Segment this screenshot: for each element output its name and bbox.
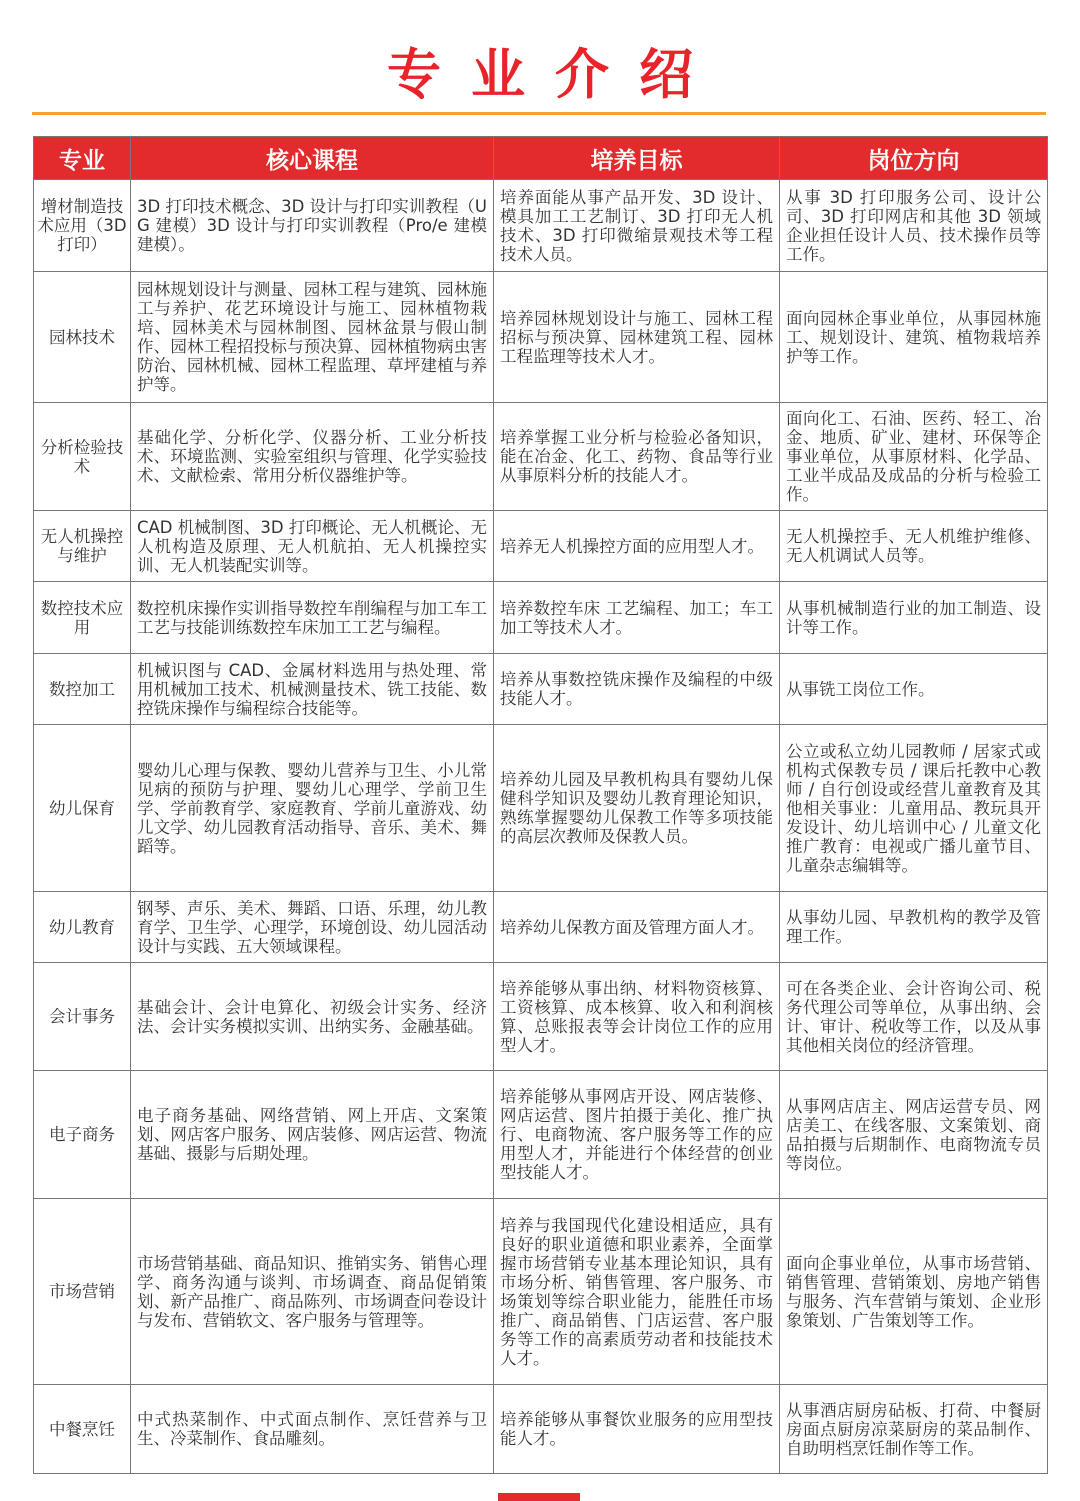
majors-table (33, 136, 1048, 1474)
major-name: 增材制造技术应用（3D打印） (34, 180, 131, 272)
career-direction: 公立或私立幼儿园教师 / 居家式或机构式保教专员 / 课后托教中心教师 / 自行创设或经营儿童教育及其他相关事业：儿童用品、教玩具开发设计、幼儿培训中心 / 儿童文化推广教育：电视或广播儿童节目、儿童杂志编辑等。 (780, 725, 1048, 892)
header-career-direction: 岗位方向 (780, 137, 1048, 180)
training-goal: 培养从事数控铣床操作及编程的中级技能人才。 (494, 654, 780, 725)
training-goal: 培养掌握工业分析与检验必备知识，能在冶金、化工、药物、食品等行业从事原料分析的技能人才。 (494, 403, 780, 511)
career-direction: 可在各类企业、会计咨询公司、税务代理公司等单位，从事出纳、会计、审计、税收等工作，以及从事其他相关岗位的经济管理。 (780, 963, 1048, 1071)
page-footer-tab (498, 1493, 580, 1501)
table-row (34, 272, 1048, 403)
table-row (34, 1385, 1048, 1474)
training-goal: 培养幼儿园及早教机构具有婴幼儿保健科学知识及婴幼儿教育理论知识，熟练掌握婴幼儿保教工作等多项技能的高层次教师及保教人员。 (494, 725, 780, 892)
core-courses: 基础会计、会计电算化、初级会计实务、经济法、会计实务模拟实训、出纳实务、金融基础。 (131, 963, 494, 1071)
core-courses: 3D 打印技术概念、3D 设计与打印实训教程（UG 建模）3D 设计与打印实训教程（Pro/e 建模建模）。 (131, 180, 494, 272)
header-major: 专业 (34, 137, 131, 180)
training-goal: 培养无人机操控方面的应用型人才。 (494, 511, 780, 582)
header-core-courses: 核心课程 (131, 137, 494, 180)
training-goal: 培养能够从事餐饮业服务的应用型技能人才。 (494, 1385, 780, 1474)
table-row (34, 582, 1048, 654)
training-goal: 培养数控车床 工艺编程、加工；车工加工等技术人才。 (494, 582, 780, 654)
career-direction: 无人机操控手、无人机维护维修、无人机调试人员等。 (780, 511, 1048, 582)
career-direction: 从事网店店主、网店运营专员、网店美工、在线客服、文案策划、商品拍摄与后期制作、电商物流专员等岗位。 (780, 1071, 1048, 1199)
career-direction: 面向园林企事业单位，从事园林施工、规划设计、建筑、植物栽培养护等工作。 (780, 272, 1048, 403)
career-direction: 面向企事业单位，从事市场营销、销售管理、营销策划、房地产销售与服务、汽车营销与策划、企业形象策划、广告策划等工作。 (780, 1199, 1048, 1385)
training-goal: 培养与我国现代化建设相适应，具有良好的职业道德和职业素养，全面掌握市场营销专业基本理论知识，具有市场分析、销售管理、客户服务、市场策划等综合职业能力，能胜任市场推广、商品销售、门店运营、客户服务等工作的高素质劳动者和技能技术人才。 (494, 1199, 780, 1385)
core-courses: 婴幼儿心理与保教、婴幼儿营养与卫生、小儿常见病的预防与护理、婴幼儿心理学、学前卫生学、学前教育学、家庭教育、学前儿童游戏、幼儿文学、幼儿园教育活动指导、音乐、美术、舞蹈等。 (131, 725, 494, 892)
core-courses: 园林规划设计与测量、园林工程与建筑、园林施工与养护、花艺环境设计与施工、园林植物栽培、园林美术与园林制图、园林盆景与假山制作、园林工程招投标与预决算、园林植物病虫害防治、园林机械、园林工程监理、草坪建植与养护等。 (131, 272, 494, 403)
career-direction: 面向化工、石油、医药、轻工、冶金、地质、矿业、建材、环保等企事业单位，从事原材料、化学品、工业半成品及成品的分析与检验工作。 (780, 403, 1048, 511)
page-title: 专业介绍 (387, 43, 723, 106)
major-name: 数控加工 (34, 654, 131, 725)
training-goal: 培养面能从事产品开发、3D 设计、模具加工工艺制订、3D 打印无人机技术、3D 打印微缩景观技术等工程技术人员。 (494, 180, 780, 272)
core-courses: CAD 机械制图、3D 打印概论、无人机概论、无人机构造及原理、无人机航拍、无人机操控实训、无人机装配实训等。 (131, 511, 494, 582)
table-row (34, 403, 1048, 511)
training-goal: 培养园林规划设计与施工、园林工程招标与预决算、园林建筑工程、园林工程监理等技术人才。 (494, 272, 780, 403)
core-courses: 钢琴、声乐、美术、舞蹈、口语、乐理，幼儿教育学、卫生学、心理学，环境创设、幼儿园活动设计与实践、五大领域课程。 (131, 892, 494, 963)
major-name: 会计事务 (34, 963, 131, 1071)
career-direction: 从事酒店厨房砧板、打荷、中餐厨房面点厨房凉菜厨房的菜品制作、自助明档烹饪制作等工作。 (780, 1385, 1048, 1474)
training-goal: 培养能够从事出纳、材料物资核算、工资核算、成本核算、收入和利润核算、总账报表等会计岗位工作的应用型人才。 (494, 963, 780, 1071)
major-name: 中餐烹饪 (34, 1385, 131, 1474)
core-courses: 机械识图与 CAD、金属材料选用与热处理、常用机械加工技术、机械测量技术、铣工技能、数控铣床操作与编程综合技能等。 (131, 654, 494, 725)
table-row (34, 725, 1048, 892)
major-name: 市场营销 (34, 1199, 131, 1385)
major-name: 幼儿保育 (34, 725, 131, 892)
career-direction: 从事机械制造行业的加工制造、设计等工作。 (780, 582, 1048, 654)
table-row (34, 963, 1048, 1071)
career-direction: 从事幼儿园、早教机构的教学及管理工作。 (780, 892, 1048, 963)
major-name: 园林技术 (34, 272, 131, 403)
header-training-goal: 培养目标 (494, 137, 780, 180)
table-header-row (34, 137, 1048, 180)
core-courses: 中式热菜制作、中式面点制作、烹饪营养与卫生、冷菜制作、食品雕刻。 (131, 1385, 494, 1474)
table-row (34, 180, 1048, 272)
career-direction: 从事 3D 打印服务公司、设计公司、3D 打印网店和其他 3D 领域企业担任设计人员、技术操作员等工作。 (780, 180, 1048, 272)
major-name: 幼儿教育 (34, 892, 131, 963)
table-row (34, 654, 1048, 725)
title-divider (32, 112, 1046, 115)
core-courses: 电子商务基础、网络营销、网上开店、文案策划、网店客户服务、网店装修、网店运营、物流基础、摄影与后期处理。 (131, 1071, 494, 1199)
training-goal: 培养能够从事网店开设、网店装修、网店运营、图片拍摄于美化、推广执行、电商物流、客户服务等工作的应用型人才，并能进行个体经营的创业型技能人才。 (494, 1071, 780, 1199)
table-row (34, 892, 1048, 963)
training-goal: 培养幼儿保教方面及管理方面人才。 (494, 892, 780, 963)
table-row (34, 1199, 1048, 1385)
major-name: 电子商务 (34, 1071, 131, 1199)
core-courses: 基础化学、分析化学、仪器分析、工业分析技术、环境监测、实验室组织与管理、化学实验技术、文献检索、常用分析仪器维护等。 (131, 403, 494, 511)
core-courses: 市场营销基础、商品知识、推销实务、销售心理学、商务沟通与谈判、市场调查、商品促销策划、新产品推广、商品陈列、市场调查问卷设计与发布、营销软文、客户服务与管理等。 (131, 1199, 494, 1385)
table-row (34, 1071, 1048, 1199)
major-name: 分析检验技术 (34, 403, 131, 511)
major-name: 无人机操控与维护 (34, 511, 131, 582)
major-name: 数控技术应用 (34, 582, 131, 654)
career-direction: 从事铣工岗位工作。 (780, 654, 1048, 725)
table-row (34, 511, 1048, 582)
core-courses: 数控机床操作实训指导数控车削编程与加工车工工艺与技能训练数控车床加工工艺与编程。 (131, 582, 494, 654)
